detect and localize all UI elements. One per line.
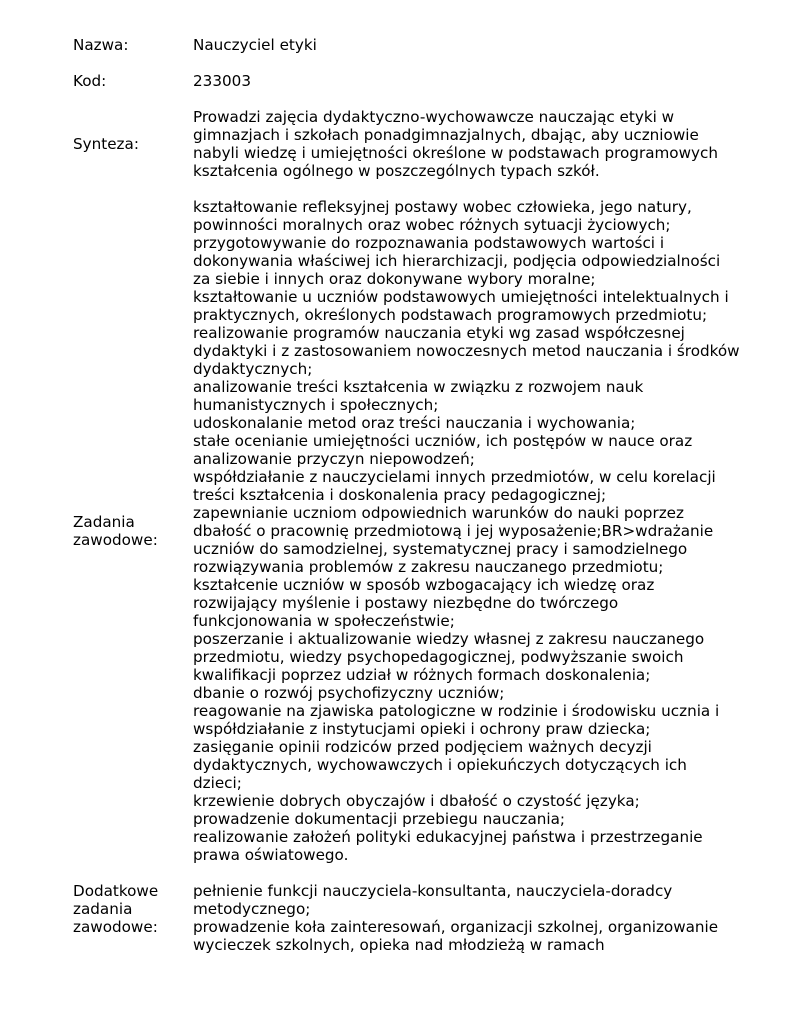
additional-label: [73, 882, 193, 954]
task-line: przedmiotu, wiedzy psychopedagogicznej, podwyższanie swoich: [193, 648, 684, 666]
task-line: kształtowanie refleksyjnej postawy wobec człowieka, jego natury,: [193, 198, 692, 216]
task-line: dzieci;: [193, 774, 242, 792]
synthesis-value: [193, 108, 763, 180]
synthesis-line: gimnazjach i szkołach ponadgimnazjalnych, dbając, aby uczniowie: [193, 126, 699, 144]
additional-task-line: metodycznego;: [193, 900, 311, 918]
task-line: udoskonalanie metod oraz treści nauczania i wychowania;: [193, 414, 636, 432]
task-line: dydaktycznych, wychowawczych i opiekuńczych dotyczących ich: [193, 756, 687, 774]
task-line: współdziałanie z instytucjami opieki i ochrony praw dziecka;: [193, 720, 651, 738]
tasks-label-line: zawodowe:: [73, 531, 158, 549]
additional-task-line: prowadzenie koła zainteresowań, organizacji szkolnej, organizowanie: [193, 918, 719, 936]
task-line: stałe ocenianie umiejętności uczniów, ich postępów w nauce oraz: [193, 432, 693, 450]
task-line: realizowanie programów nauczania etyki wg zasad współczesnej: [193, 324, 685, 342]
task-line: dydaktycznych;: [193, 360, 313, 378]
task-line: krzewienie dobrych obyczajów i dbałość o czystość języka;: [193, 792, 640, 810]
task-line: dokonywania właściwej ich hierarchizacji, podjęcia odpowiedzialności: [193, 252, 721, 270]
synthesis-line: kształcenia ogólnego w poszczególnych typach szkół.: [193, 162, 600, 180]
task-line: funkcjonowania w społeczeństwie;: [193, 612, 455, 630]
task-line: analizowanie przyczyn niepowodzeń;: [193, 450, 475, 468]
code-label: Kod:: [73, 72, 107, 90]
task-line: analizowanie treści kształcenia w związku z rozwojem nauk: [193, 378, 644, 396]
tasks-label-line: Zadania: [73, 513, 135, 531]
task-line: uczniów do samodzielnej, systematycznej pracy i samodzielnego: [193, 540, 688, 558]
occupation-table: [73, 36, 763, 954]
name-value: Nauczyciel etyki: [193, 36, 317, 54]
row-tasks: [73, 198, 763, 864]
task-line: kwalifikacji poprzez udział w różnych formach doskonalenia;: [193, 666, 651, 684]
code-value: 233003: [193, 72, 251, 90]
additional-task-line: wycieczek szkolnych, opieka nad młodzieżą w ramach: [193, 936, 605, 954]
row-name: [73, 36, 763, 54]
tasks-value: [193, 198, 763, 864]
task-line: reagowanie na zjawiska patologiczne w rodzinie i środowisku ucznia i: [193, 702, 720, 720]
task-line: dbałość o pracownię przedmiotową i jej wyposażenie;BR>wdrażanie: [193, 522, 714, 540]
additional-label-line: zawodowe:: [73, 918, 158, 936]
task-line: zasięganie opinii rodziców przed podjęciem ważnych decyzji: [193, 738, 652, 756]
task-line: rozwiązywania problemów z zakresu nauczanego przedmiotu;: [193, 558, 664, 576]
task-line: powinności moralnych oraz wobec różnych sytuacji życiowych;: [193, 216, 671, 234]
task-line: dydaktyki i z zastosowaniem nowoczesnych metod nauczania i środków: [193, 342, 740, 360]
task-line: dbanie o rozwój psychofizyczny uczniów;: [193, 684, 505, 702]
task-line: poszerzanie i aktualizowanie wiedzy własnej z zakresu nauczanego: [193, 630, 705, 648]
task-line: prawa oświatowego.: [193, 846, 349, 864]
synthesis-label: Synteza:: [73, 135, 139, 153]
additional-label-line: Dodatkowe: [73, 882, 159, 900]
row-code: [73, 72, 763, 90]
name-label: Nazwa:: [73, 36, 129, 54]
row-additional: [73, 882, 763, 954]
additional-label-line: zadania: [73, 900, 133, 918]
task-line: za siebie i innych oraz dokonywane wybory moralne;: [193, 270, 596, 288]
task-line: przygotowywanie do rozpoznawania podstawowych wartości i: [193, 234, 665, 252]
task-line: realizowanie założeń polityki edukacyjnej państwa i przestrzeganie: [193, 828, 703, 846]
additional-value: [193, 882, 763, 954]
synthesis-line: Prowadzi zajęcia dydaktyczno-wychowawcze nauczając etyki w: [193, 108, 675, 126]
additional-task-line: pełnienie funkcji nauczyciela-konsultanta, nauczyciela-doradcy: [193, 882, 673, 900]
task-line: praktycznych, określonych podstawach programowych przedmiotu;: [193, 306, 708, 324]
task-line: kształtowanie u uczniów podstawowych umiejętności intelektualnych i: [193, 288, 729, 306]
task-line: treści kształcenia i doskonalenia pracy pedagogicznej;: [193, 486, 607, 504]
task-line: zapewnianie uczniom odpowiednich warunków do nauki poprzez: [193, 504, 684, 522]
task-line: humanistycznych i społecznych;: [193, 396, 439, 414]
task-line: kształcenie uczniów w sposób wzbogacający ich wiedzę oraz: [193, 576, 655, 594]
task-line: współdziałanie z nauczycielami innych przedmiotów, w celu korelacji: [193, 468, 716, 486]
tasks-label: [73, 198, 193, 864]
row-synthesis: [73, 108, 763, 180]
task-line: prowadzenie dokumentacji przebiegu nauczania;: [193, 810, 566, 828]
task-line: rozwijający myślenie i postawy niezbędne do twórczego: [193, 594, 619, 612]
synthesis-line: nabyli wiedzę i umiejętności określone w podstawach programowych: [193, 144, 718, 162]
